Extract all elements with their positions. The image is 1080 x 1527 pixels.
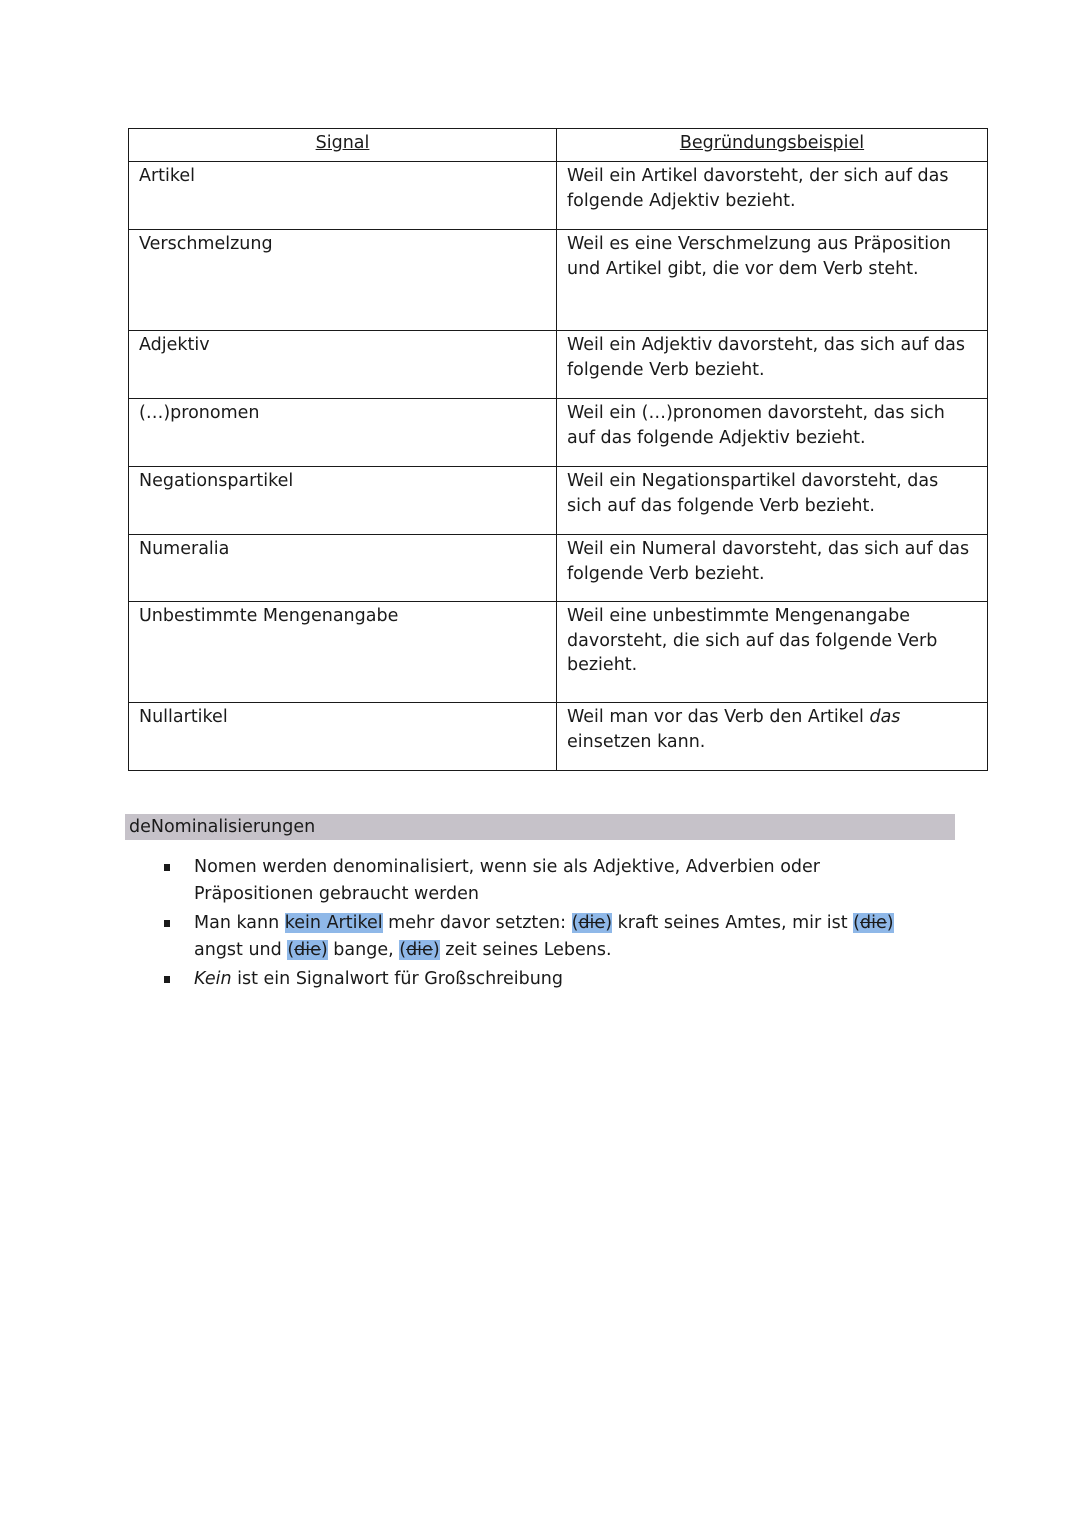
struck-article: (die): [571, 913, 613, 933]
header-signal: Signal: [129, 129, 557, 162]
signal-table: [128, 128, 988, 771]
signal-cell: Artikel: [129, 162, 557, 230]
table-row: [129, 467, 988, 535]
bullet-text: zeit seines Lebens.: [439, 939, 612, 960]
struck-article: (die): [287, 939, 328, 960]
reason-cell: Weil ein Numeral davorsteht, das sich auf das folgende Verb bezieht.: [557, 535, 988, 602]
signal-cell: Negationspartikel: [129, 467, 557, 535]
table-header-row: [129, 129, 988, 162]
reason-cell: Weil es eine Verschmelzung aus Präposition und Artikel gibt, die vor dem Verb steht.: [557, 230, 988, 331]
bullet-text: bange,: [327, 939, 400, 960]
bullet-list: [160, 854, 940, 996]
reason-text: Weil man vor das Verb den Artikel: [567, 707, 870, 727]
list-item: [160, 854, 940, 907]
reason-cell: Weil ein Negationspartikel davorsteht, das sich auf das folgende Verb bezieht.: [557, 467, 988, 535]
highlighted-text: kein Artikel: [284, 913, 383, 933]
bullet-text: angst und: [194, 939, 288, 960]
reason-emphasis: das: [869, 707, 901, 727]
bullet-text: Nomen werden denominalisiert, wenn sie als Adjektive, Adverbien oder Präpositionen gebraucht werden: [194, 857, 820, 904]
reason-cell: Weil ein Adjektiv davorsteht, das sich auf das folgende Verb bezieht.: [557, 331, 988, 399]
bullet-square-icon: [164, 976, 170, 983]
bullet-text: kraft seines Amtes, mir ist: [612, 913, 854, 933]
struck-article: (die): [399, 939, 440, 960]
reason-cell: Weil ein Artikel davorsteht, der sich auf das folgende Adjektiv bezieht.: [557, 162, 988, 230]
signal-cell: Numeralia: [129, 535, 557, 602]
table-row: [129, 703, 988, 771]
signal-cell: Verschmelzung: [129, 230, 557, 331]
bullet-emphasis: Kein: [194, 969, 232, 989]
signal-cell: Adjektiv: [129, 331, 557, 399]
list-item: [160, 966, 940, 993]
bullet-square-icon: [164, 864, 170, 871]
table-row: [129, 602, 988, 703]
section-heading: deNominalisierungen: [125, 814, 955, 840]
signal-cell: (…)pronomen: [129, 399, 557, 467]
table-row: [129, 399, 988, 467]
table-row: [129, 331, 988, 399]
struck-article: (die): [853, 913, 894, 933]
reason-cell: [557, 703, 988, 771]
reason-cell: Weil eine unbestimmte Mengenangabe davorsteht, die sich auf das folgende Verb bezieht.: [557, 602, 988, 703]
table-row: [129, 535, 988, 602]
bullet-text: mehr davor setzten:: [382, 913, 572, 933]
header-begruendung: Begründungsbeispiel: [557, 129, 988, 162]
bullet-text: Man kann: [194, 913, 285, 933]
reason-text: einsetzen kann.: [567, 731, 706, 752]
table-row: [129, 230, 988, 331]
bullet-square-icon: [164, 920, 170, 927]
signal-cell: Unbestimmte Mengenangabe: [129, 602, 557, 703]
list-item: [160, 910, 940, 963]
table-row: [129, 162, 988, 230]
bullet-text: ist ein Signalwort für Großschreibung: [231, 969, 564, 989]
signal-cell: Nullartikel: [129, 703, 557, 771]
reason-cell: Weil ein (…)pronomen davorsteht, das sich auf das folgende Adjektiv bezieht.: [557, 399, 988, 467]
